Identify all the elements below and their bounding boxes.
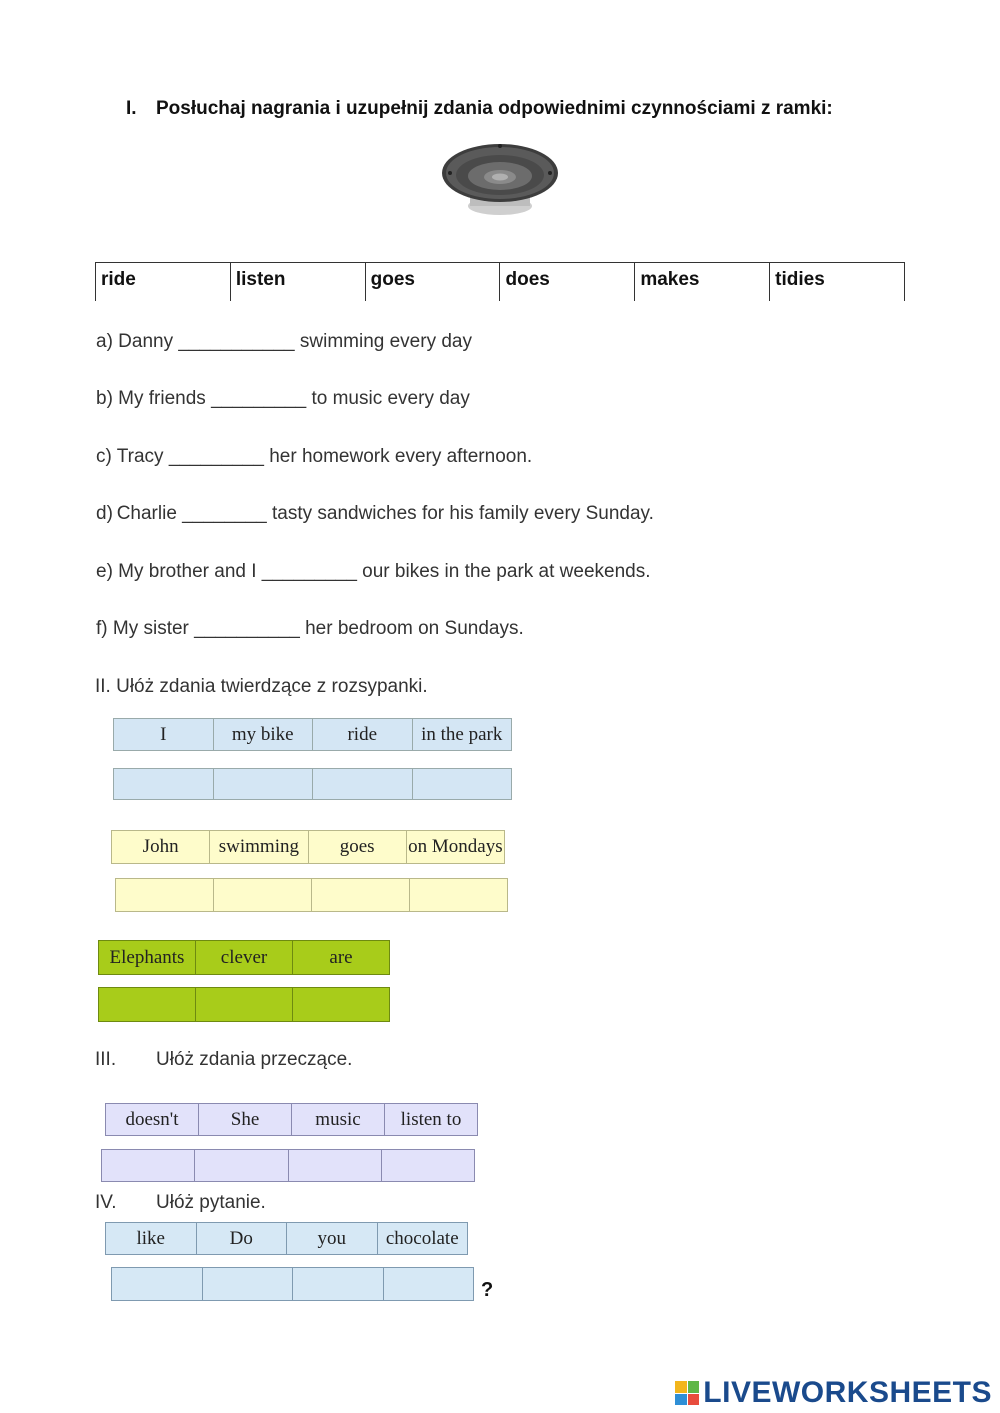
answer-slot[interactable] — [382, 1150, 474, 1181]
question-mark: ? — [481, 1279, 494, 1301]
scrambled-word[interactable]: my bike — [214, 719, 314, 750]
answer-slot[interactable] — [384, 1268, 474, 1300]
answer-slot[interactable] — [114, 769, 214, 799]
section-1-number: I. — [126, 98, 137, 119]
section-4-title: Ułóż pytanie. — [156, 1192, 266, 1213]
scrambled-word[interactable]: music — [292, 1104, 385, 1135]
liveworksheets-logo — [675, 1376, 992, 1410]
answer-slot[interactable] — [313, 769, 413, 799]
answer-slot[interactable] — [214, 879, 312, 911]
section-3-title: Ułóż zdania przeczące. — [156, 1049, 353, 1070]
scrambled-word[interactable]: Elephants — [99, 941, 196, 974]
sentence-c[interactable]: c) Tracy _________ her homework every afternoon. — [96, 446, 533, 467]
scrambled-word[interactable]: chocolate — [385, 1227, 459, 1249]
sentence-f[interactable]: f) My sister __________ her bedroom on Sundays. — [96, 618, 524, 639]
scrambled-word[interactable]: like — [106, 1223, 197, 1254]
word-bank-item: does — [500, 263, 635, 301]
sentence-b[interactable]: b) My friends _________ to music every day — [96, 388, 470, 409]
answer-slot[interactable] — [312, 879, 410, 911]
word-bank-item: listen — [231, 263, 366, 301]
scrambled-word[interactable]: on Mondays — [408, 836, 503, 857]
scrambled-word[interactable]: clever — [196, 941, 293, 974]
word-bank-item: tidies — [770, 263, 905, 301]
scrambled-word[interactable]: Do — [197, 1223, 288, 1254]
answer-slot[interactable] — [102, 1150, 195, 1181]
answer-slot[interactable] — [195, 1150, 288, 1181]
scrambled-word[interactable]: swimming — [210, 831, 308, 863]
scrambled-word[interactable]: John — [112, 831, 210, 863]
answer-slot[interactable] — [99, 988, 196, 1021]
word-bank-item: ride — [96, 263, 231, 301]
scrambled-word[interactable]: you — [287, 1223, 378, 1254]
scrambled-words-row — [105, 1103, 478, 1136]
brand-name: LIVEWORKSHEETS — [703, 1376, 992, 1409]
sentence-a[interactable]: a) Danny ___________ swimming every day — [96, 331, 472, 352]
answer-slot[interactable] — [413, 769, 512, 799]
section-4-heading — [95, 1192, 266, 1214]
answer-row — [98, 987, 390, 1022]
answer-slot[interactable] — [214, 769, 314, 799]
scrambled-word[interactable]: are — [329, 946, 353, 968]
answer-row — [111, 1267, 474, 1301]
section-3-number: III. — [95, 1049, 117, 1070]
scrambled-word[interactable]: ride — [313, 719, 413, 750]
scrambled-word[interactable]: doesn't — [106, 1104, 199, 1135]
answer-slot[interactable] — [293, 988, 389, 1021]
section-3-heading — [95, 1049, 352, 1071]
section-1-title: Posłuchaj nagrania i uzupełnij zdania odpowiednimi czynnościami z ramki: — [156, 98, 833, 119]
scrambled-words-row — [98, 940, 390, 975]
sentence-e[interactable]: e) My brother and I _________ our bikes in the park at weekends. — [96, 561, 651, 582]
speaker-icon[interactable] — [440, 140, 560, 220]
answer-row — [115, 878, 508, 912]
sentence-d[interactable]: d) Charlie ________ tasty sandwiches for his family every Sunday. — [96, 503, 654, 524]
answer-slot[interactable] — [410, 879, 507, 911]
scrambled-word[interactable]: listen to — [400, 1108, 462, 1130]
scrambled-words-row — [105, 1222, 468, 1255]
answer-slot[interactable] — [293, 1268, 384, 1300]
liveworksheets-logo-icon — [675, 1381, 699, 1405]
scrambled-word[interactable]: goes — [309, 831, 407, 863]
scrambled-words-row — [111, 830, 505, 864]
answer-slot[interactable] — [112, 1268, 203, 1300]
word-bank — [95, 262, 905, 301]
word-bank-item: makes — [635, 263, 770, 301]
answer-slot[interactable] — [289, 1150, 382, 1181]
scrambled-word[interactable]: in the park — [421, 723, 503, 745]
section-1-heading — [126, 98, 833, 120]
section-2-title: II. Ułóż zdania twierdzące z rozsypanki. — [95, 676, 428, 697]
word-bank-item: goes — [366, 263, 501, 301]
answer-row — [113, 768, 512, 800]
answer-slot[interactable] — [116, 879, 214, 911]
section-4-number: IV. — [95, 1192, 117, 1213]
scrambled-word[interactable]: She — [199, 1104, 292, 1135]
answer-row — [101, 1149, 475, 1182]
scrambled-words-row — [113, 718, 512, 751]
scrambled-word[interactable]: I — [114, 719, 214, 750]
answer-slot[interactable] — [196, 988, 293, 1021]
answer-slot[interactable] — [203, 1268, 294, 1300]
